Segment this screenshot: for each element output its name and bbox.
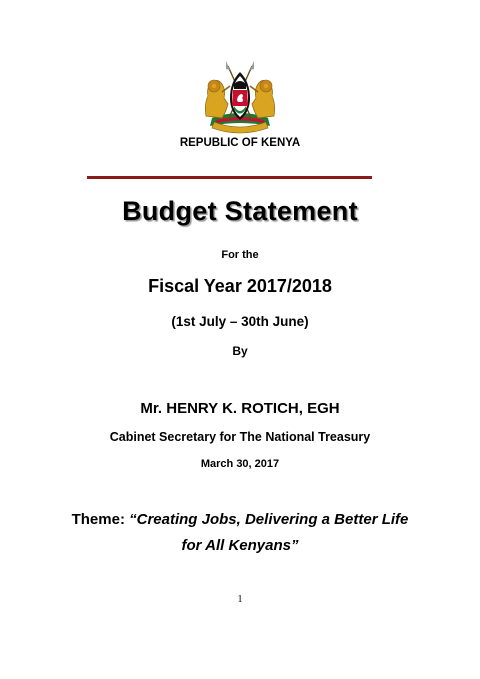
presenter-position: Cabinet Secretary for The National Treasury [109, 430, 371, 444]
theme-line-1 [0, 511, 480, 528]
by-label: By [232, 344, 248, 358]
theme-text-line-2: for All Kenyans” [181, 537, 299, 554]
page-number: 1 [237, 594, 243, 605]
fiscal-year-heading: Fiscal Year 2017/2018 [148, 276, 332, 296]
theme-label: Theme: [71, 511, 130, 528]
theme-line-2 [0, 537, 480, 554]
for-the-label: For the [221, 249, 259, 261]
coat-of-arms-icon [198, 58, 282, 134]
presenter-name: Mr. HENRY K. ROTICH, EGH [140, 400, 340, 417]
document-title: Budget Statement [122, 196, 358, 226]
republic-heading: REPUBLIC OF KENYA [179, 137, 301, 149]
divider-rule [87, 176, 372, 179]
theme-text-line-1: “Creating Jobs, Delivering a Better Life [129, 511, 409, 528]
fiscal-period: (1st July – 30th June) [171, 314, 309, 329]
statement-date: March 30, 2017 [200, 458, 280, 470]
